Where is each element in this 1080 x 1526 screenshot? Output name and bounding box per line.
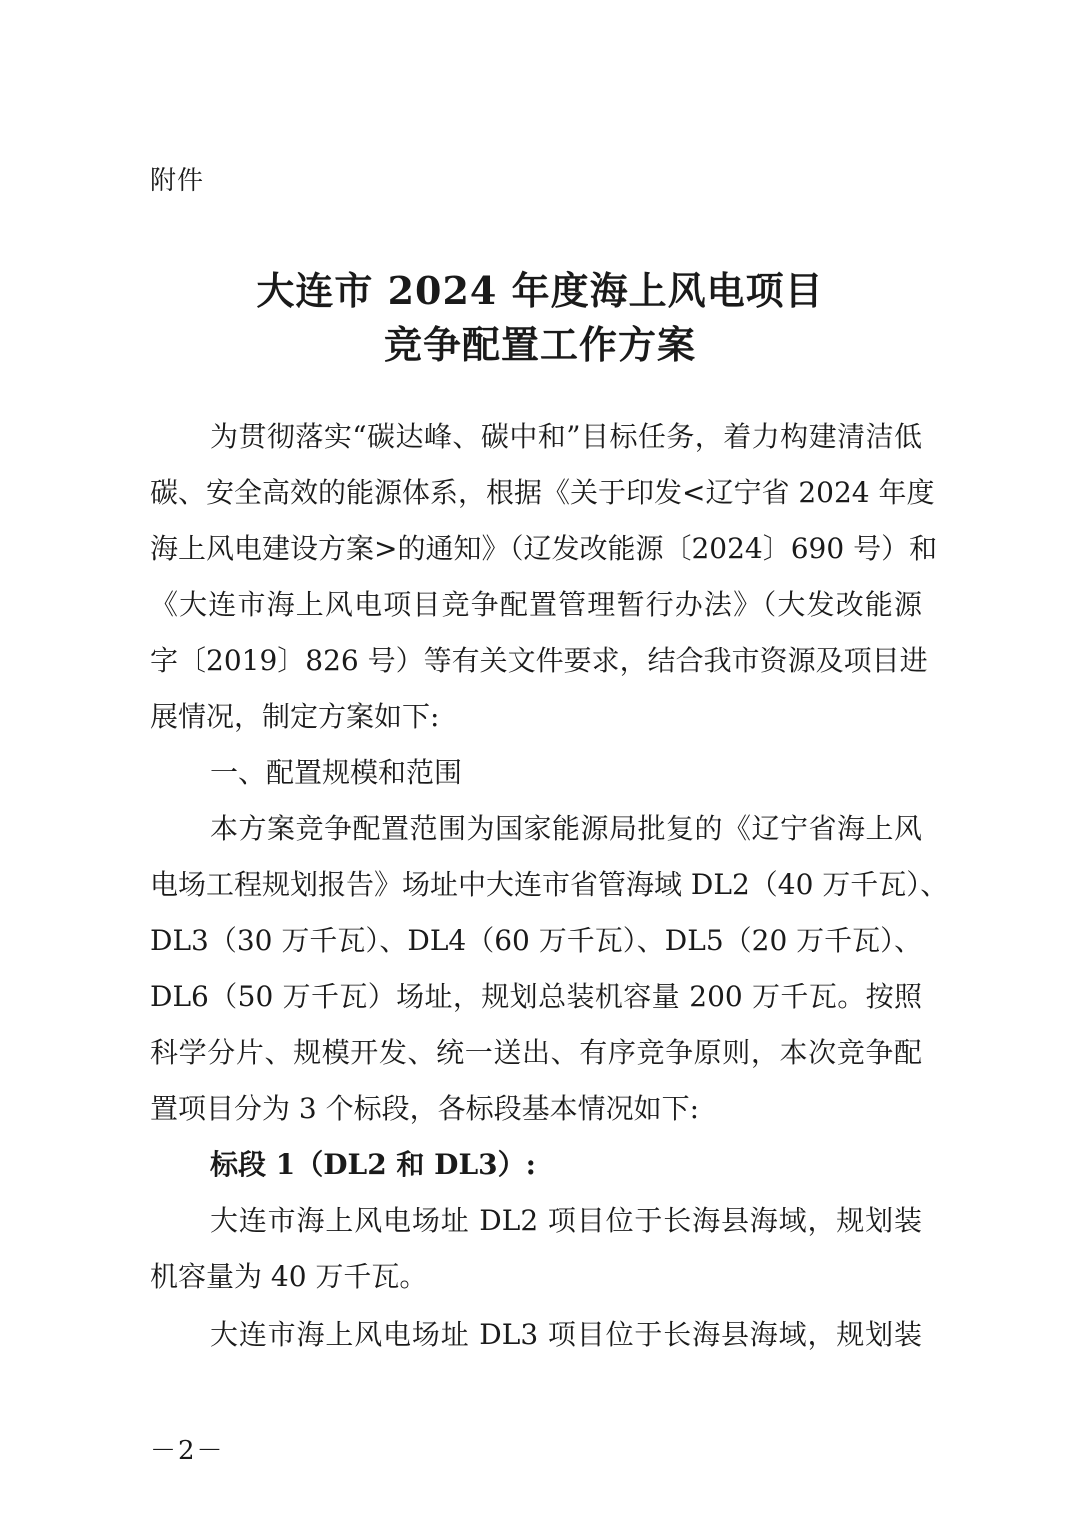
paragraph-line: 海上风电建设方案>的通知》（辽发改能源〔2024〕690 号）和 [150,532,938,565]
paragraph-line: 本方案竞争配置范围为国家能源局批复的《辽宁省海上风 [210,812,922,845]
section-heading: 一、配置规模和范围 [210,756,463,789]
paragraph-line: 碳、安全高效的能源体系，根据《关于印发<辽宁省 2024 年度 [150,476,935,509]
page-number: －2－ [150,1436,225,1466]
subsection-heading: 标段 1（DL2 和 DL3）: [210,1148,536,1181]
paragraph-line: 置项目分为 3 个标段，各标段基本情况如下: [150,1092,700,1125]
document-title-line-1: 大连市 2024 年度海上风电项目 [256,268,824,313]
paragraph-line: 电场工程规划报告》场址中大连市省管海域 DL2（40 万千瓦）、 [150,868,949,901]
paragraph-line: 大连市海上风电场址 DL2 项目位于长海县海域，规划装 [210,1204,922,1237]
paragraph-line: DL6（50 万千瓦）场址，规划总装机容量 200 万千瓦。按照 [150,980,922,1013]
document-title-line-2: 竞争配置工作方案 [383,322,696,367]
paragraph-line: 科学分片、规模开发、统一送出、有序竞争原则，本次竞争配 [150,1036,922,1069]
paragraph-line: 大连市海上风电场址 DL3 项目位于长海县海域，规划装 [210,1318,922,1351]
paragraph-line: 《大连市海上风电项目竞争配置管理暂行办法》（大发改能源 [150,588,922,621]
paragraph-line: 字〔2019〕826 号）等有关文件要求，结合我市资源及项目进 [150,644,928,677]
paragraph-line: 为贯彻落实“碳达峰、碳中和”目标任务，着力构建清洁低 [210,420,922,453]
paragraph-line: 展情况，制定方案如下: [150,700,440,733]
attachment-label: 附件 [150,166,205,196]
paragraph-line: DL3（30 万千瓦）、DL4（60 万千瓦）、DL5（20 万千瓦）、 [150,924,923,957]
paragraph-line: 机容量为 40 万千瓦。 [150,1260,428,1293]
